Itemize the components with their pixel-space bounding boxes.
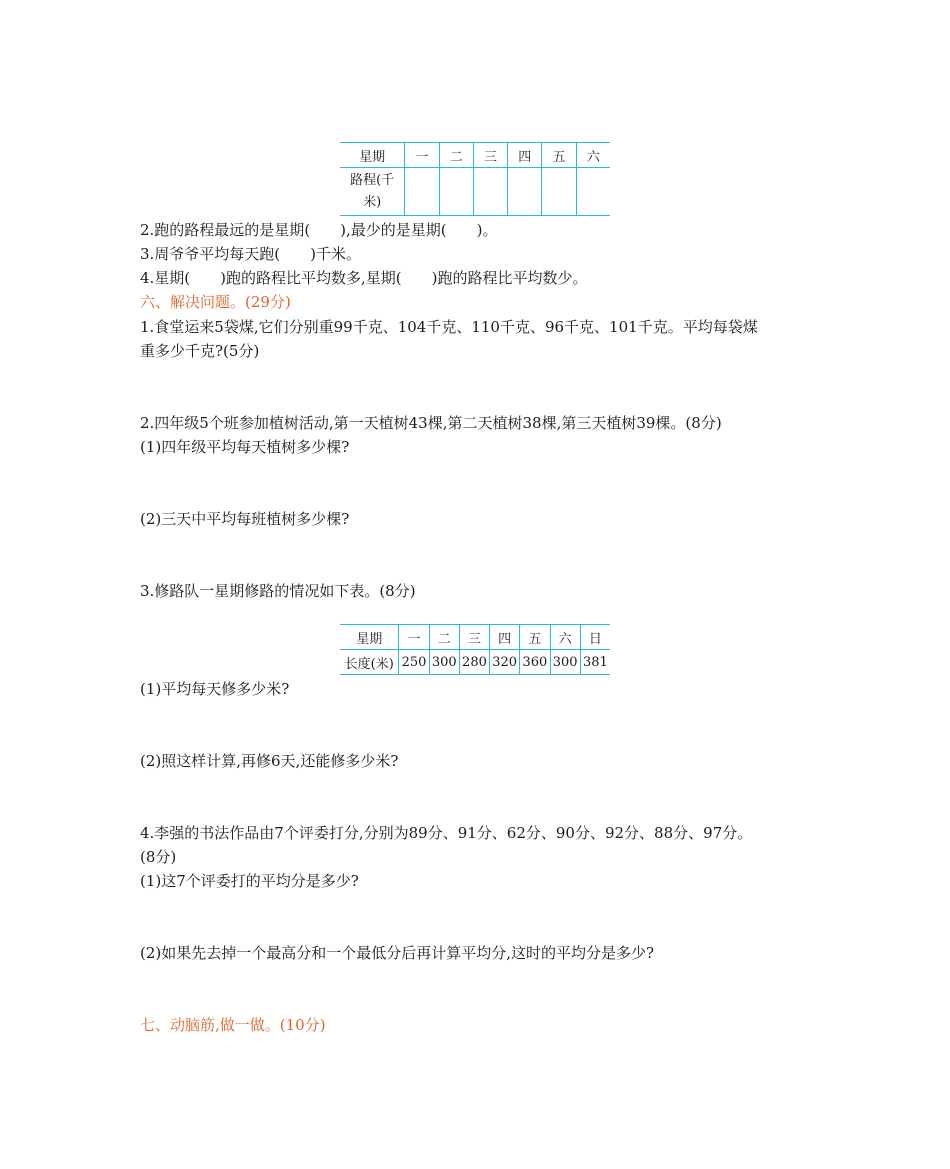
table-header-cell: 日 — [580, 625, 610, 650]
table-empty-cell — [473, 168, 507, 216]
table-header-cell: 星期 — [340, 143, 405, 168]
table-row-label — [340, 168, 405, 216]
table-header-cell: 一 — [399, 625, 429, 650]
table-header-cell: 星期 — [340, 625, 399, 650]
running-distance-table — [340, 142, 610, 216]
table-row — [340, 625, 610, 650]
table-empty-cell — [439, 168, 473, 216]
table-empty-cell — [405, 168, 439, 216]
table-cell: 360 — [520, 650, 550, 675]
table-empty-cell — [576, 168, 610, 216]
problem-2-question-2: (2)三天中平均每班植树多少棵? — [140, 510, 350, 528]
table-cell: 320 — [490, 650, 520, 675]
q5-item-4: 4.星期( )跑的路程比平均数多,星期( )跑的路程比平均数少。 — [140, 269, 588, 287]
row-label-line: 米) — [363, 194, 382, 210]
road-repair-table — [340, 624, 610, 675]
table-row-label: 长度(米) — [340, 650, 399, 675]
problem-4-text: 4.李强的书法作品由7个评委打分,分别为89分、91分、62分、90分、92分、88分、97分。 — [140, 824, 753, 842]
table-header-cell: 二 — [429, 625, 459, 650]
problem-4-text-cont: (8分) — [140, 848, 177, 866]
table-header-cell: 六 — [576, 143, 610, 168]
problem-1-text-cont: 重多少千克?(5分) — [140, 342, 260, 360]
table-cell: 250 — [399, 650, 429, 675]
section-7-title: 七、动脑筋,做一做。(10分) — [140, 1016, 326, 1034]
table-header-cell: 一 — [405, 143, 439, 168]
q5-item-3: 3.周爷爷平均每天跑( )千米。 — [140, 245, 362, 263]
problem-2-text: 2.四年级5个班参加植树活动,第一天植树43棵,第二天植树38棵,第三天植树39棵。(8分) — [140, 414, 722, 432]
problem-3-question-2: (2)照这样计算,再修6天,还能修多少米? — [140, 752, 399, 770]
problem-4-question-2: (2)如果先去掉一个最高分和一个最低分后再计算平均分,这时的平均分是多少? — [140, 944, 655, 962]
table-empty-cell — [542, 168, 576, 216]
table-header-cell: 二 — [439, 143, 473, 168]
problem-3-text: 3.修路队一星期修路的情况如下表。(8分) — [140, 582, 416, 600]
problem-4-question-1: (1)这7个评委打的平均分是多少? — [140, 872, 359, 890]
row-label-line: 路程(千 — [350, 172, 395, 188]
table-row — [340, 168, 610, 216]
table-row — [340, 650, 610, 675]
table-cell: 300 — [550, 650, 580, 675]
table-row — [340, 143, 610, 168]
table-cell: 381 — [580, 650, 610, 675]
table-header-cell: 三 — [473, 143, 507, 168]
table-header-cell: 五 — [520, 625, 550, 650]
table-header-cell: 三 — [459, 625, 489, 650]
table-cell: 300 — [429, 650, 459, 675]
problem-1-text: 1.食堂运来5袋煤,它们分别重99千克、104千克、110千克、96千克、101千克。平均每袋煤 — [140, 318, 758, 336]
table-empty-cell — [508, 168, 542, 216]
table-header-cell: 五 — [542, 143, 576, 168]
problem-3-question-1: (1)平均每天修多少米? — [140, 680, 290, 698]
table-cell: 280 — [459, 650, 489, 675]
section-6-title: 六、解决问题。(29分) — [140, 293, 291, 311]
problem-2-question-1: (1)四年级平均每天植树多少棵? — [140, 438, 350, 456]
table-header-cell: 六 — [550, 625, 580, 650]
table-header-cell: 四 — [490, 625, 520, 650]
table-header-cell: 四 — [508, 143, 542, 168]
q5-item-2: 2.跑的路程最远的是星期( ),最少的是星期( )。 — [140, 221, 498, 239]
